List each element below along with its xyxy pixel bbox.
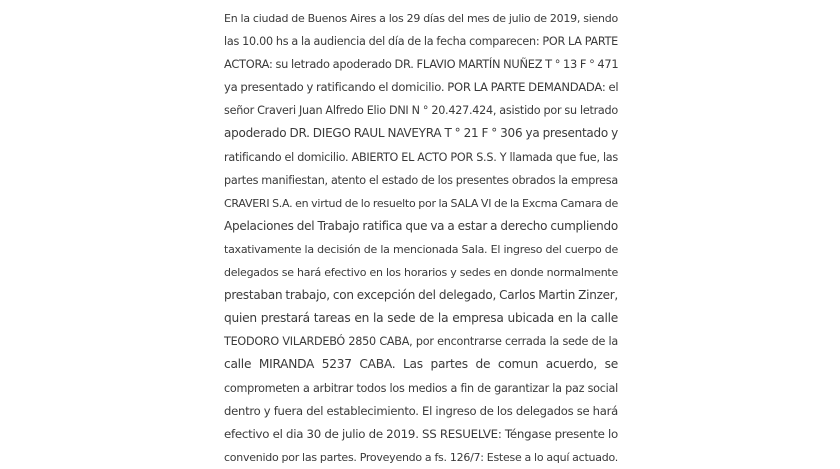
text-line: calle MIRANDA 5237 CABA. Las partes de comun acuerdo, se [224,357,618,372]
text-line: dentro y fuera del establecimiento. El ingreso de los delegados se hará [224,403,618,418]
text-line: ACTORA: su letrado apoderado DR. FLAVIO MARTÍN NUÑEZ T ° 13 F ° 471 [224,57,619,72]
text-line: Apelaciones del Trabajo ratifica que va a estar a derecho cumpliendo [224,218,618,233]
text-line: señor Craveri Juan Alfredo Elio DNI N ° 20.427.424, asistido por su letrado [224,104,618,118]
document-body [224,7,618,469]
text-line: CRAVERI S.A. en virtud de lo resuelto por la SALA VI de la Excma Camara de [224,196,618,210]
text-line: apoderado DR. DIEGO RAUL NAVEYRA T ° 21 F ° 306 ya presentado y [224,126,618,141]
text-line: ya presentado y ratificando el domicilio. POR LA PARTE DEMANDADA: el [224,80,619,95]
text-line: En la ciudad de Buenos Aires a los 29 días del mes de julio de 2019, siendo [224,12,618,25]
text-line: efectivo el dia 30 de julio de 2019. SS RESUELVE: Téngase presente lo [224,426,618,441]
text-line: prestaban trabajo, con excepción del delegado, Carlos Martin Zinzer, [224,288,618,303]
text-line: las 10.00 hs a la audiencia del día de la fecha comparecen: POR LA PARTE [224,35,618,49]
text-line: convenido por las partes. Proveyendo a fs. 126/7: Estese a lo aquí actuado. [224,450,618,464]
text-line: quien prestará tareas en la sede de la empresa ubicada en la calle [224,311,618,326]
text-line: ratificando el domicilio. ABIERTO EL ACTO POR S.S. Y llamada que fue, las [224,150,618,164]
text-line: partes manifiestan, atento el estado de los presentes obrados la empresa [224,173,618,187]
text-line: taxativamente la decisión de la mencionada Sala. El ingreso del cuerpo de [224,242,618,256]
text-line: comprometen a arbitrar todos los medios a fin de garantizar la paz social [224,381,618,395]
text-line: TEODORO VILARDEBÓ 2850 CABA, por encontrarse cerrada la sede de la [224,335,618,349]
text-line: delegados se hará efectivo en los horarios y sedes en donde normalmente [224,266,618,280]
